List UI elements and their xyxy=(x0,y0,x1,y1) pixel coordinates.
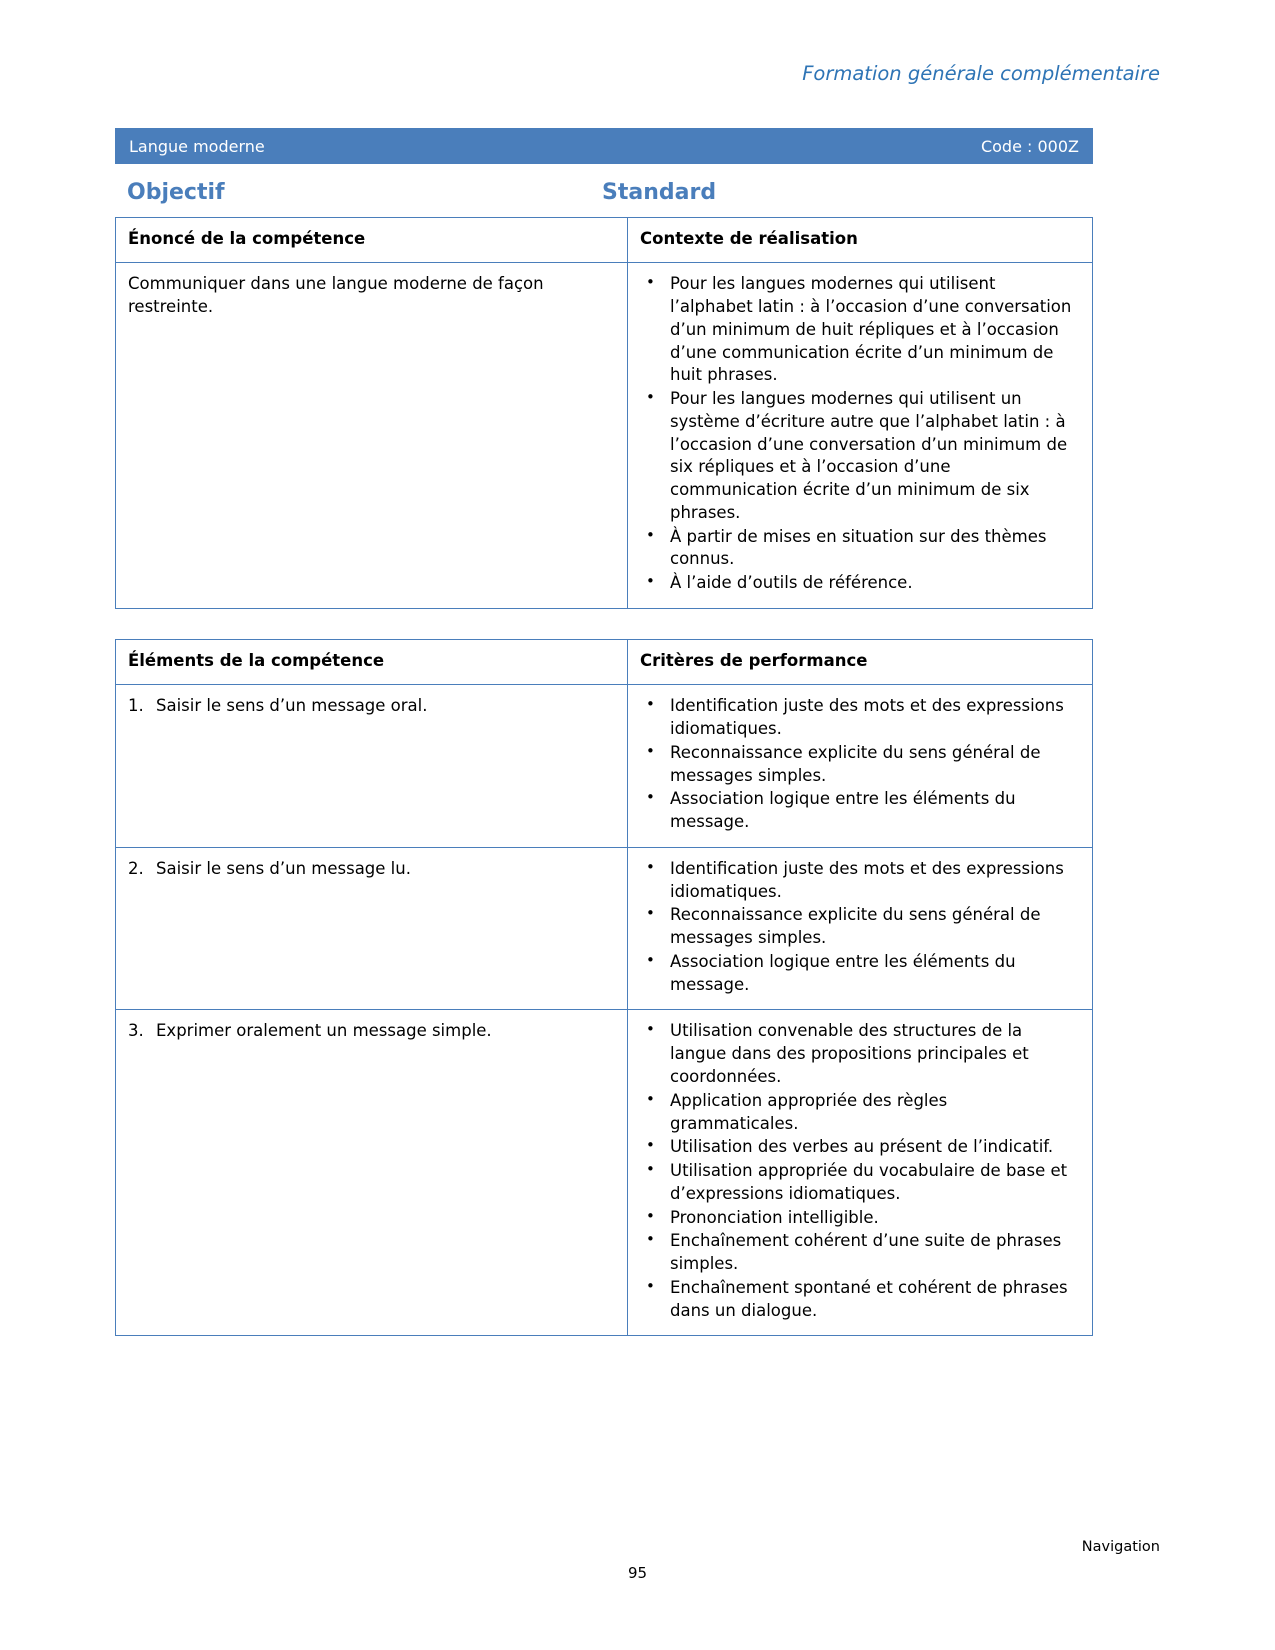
table-row xyxy=(116,847,1093,1010)
header-elements-competence: Éléments de la compétence xyxy=(116,639,628,684)
item-number: 1. xyxy=(128,696,144,716)
page-number: 95 xyxy=(627,1564,648,1582)
element-cell xyxy=(116,1010,628,1336)
criteria-bullet-list xyxy=(640,1020,1080,1322)
course-banner xyxy=(115,128,1093,164)
list-item: • Application appropriée des règles grammaticales. xyxy=(640,1090,1080,1136)
list-item: • Reconnaissance explicite du sens général de messages simples. xyxy=(640,742,1080,788)
item-number: 2. xyxy=(128,858,144,878)
list-item: • Enchaînement spontané et cohérent de phrases dans un dialogue. xyxy=(640,1277,1080,1323)
elements-criteria-table xyxy=(115,639,1093,1336)
document-content xyxy=(115,128,1093,1336)
list-item: • À l’aide d’outils de référence. xyxy=(640,572,1080,595)
enonce-competence-text: Communiquer dans une langue moderne de façon restreinte. xyxy=(116,263,628,609)
course-title: Langue moderne xyxy=(129,136,265,156)
list-item: • Identification juste des mots et des expressions idiomatiques. xyxy=(640,858,1080,904)
criteria-bullet-list xyxy=(640,695,1080,834)
list-item: • Utilisation appropriée du vocabulaire de base et d’expressions idiomatiques. xyxy=(640,1160,1080,1206)
list-item: • Association logique entre les éléments du message. xyxy=(640,951,1080,997)
list-item: • Identification juste des mots et des expressions idiomatiques. xyxy=(640,695,1080,741)
list-item xyxy=(128,1020,615,1043)
item-text: Saisir le sens d’un message lu. xyxy=(156,858,411,878)
item-text: Saisir le sens d’un message oral. xyxy=(156,696,428,716)
heading-objectif: Objectif xyxy=(127,180,225,205)
navigation-label[interactable]: Navigation xyxy=(1081,1539,1160,1555)
list-item: • Association logique entre les éléments du message. xyxy=(640,788,1080,834)
list-item: • Utilisation convenable des structures de la langue dans des propositions principales et coordonnées. xyxy=(640,1020,1080,1088)
competence-statement-table xyxy=(115,217,1093,609)
table-row xyxy=(116,1010,1093,1336)
element-numbered-item xyxy=(128,858,615,881)
header-criteres-performance: Critères de performance xyxy=(628,639,1093,684)
criteria-cell xyxy=(628,685,1093,848)
page-header-title: Formation générale complémentaire xyxy=(802,62,1160,85)
header-contexte-realisation: Contexte de réalisation xyxy=(628,218,1093,263)
element-cell xyxy=(116,685,628,848)
header-enonce-competence: Énoncé de la compétence xyxy=(116,218,628,263)
item-number: 3. xyxy=(128,1021,144,1041)
list-item: • Prononciation intelligible. xyxy=(640,1207,1080,1230)
list-item: • Pour les langues modernes qui utilisent l’alphabet latin : à l’occasion d’une conversation d’un minimum de huit répliques et à l’occasion d’une communication écrite d’un minimum de huit phrases. xyxy=(640,273,1080,387)
table-row xyxy=(116,639,1093,684)
heading-standard: Standard xyxy=(602,180,717,205)
list-item xyxy=(128,858,615,881)
contexte-bullet-list xyxy=(640,273,1080,595)
criteria-cell xyxy=(628,1010,1093,1336)
table-row xyxy=(116,218,1093,263)
list-item: • À partir de mises en situation sur des thèmes connus. xyxy=(640,526,1080,572)
element-numbered-item xyxy=(128,1020,615,1043)
table-spacer xyxy=(115,609,1093,639)
element-cell xyxy=(116,847,628,1010)
list-item: • Reconnaissance explicite du sens général de messages simples. xyxy=(640,904,1080,950)
contexte-realisation-cell xyxy=(628,263,1093,609)
list-item: • Enchaînement cohérent d’une suite de phrases simples. xyxy=(640,1230,1080,1276)
criteria-bullet-list xyxy=(640,858,1080,997)
table-row xyxy=(116,263,1093,609)
criteria-cell xyxy=(628,847,1093,1010)
item-text: Exprimer oralement un message simple. xyxy=(156,1021,492,1041)
list-item: • Utilisation des verbes au présent de l’indicatif. xyxy=(640,1136,1080,1159)
column-headings xyxy=(115,180,1093,205)
course-code: Code : 000Z xyxy=(980,136,1079,156)
list-item: • Pour les langues modernes qui utilisent un système d’écriture autre que l’alphabet latin : à l’occasion d’une conversation d’un minimum de six répliques et à l’occasion d’une communication écrite d’un minimum de six phrases. xyxy=(640,388,1080,525)
element-numbered-item xyxy=(128,695,615,718)
table-row xyxy=(116,685,1093,848)
list-item xyxy=(128,695,615,718)
